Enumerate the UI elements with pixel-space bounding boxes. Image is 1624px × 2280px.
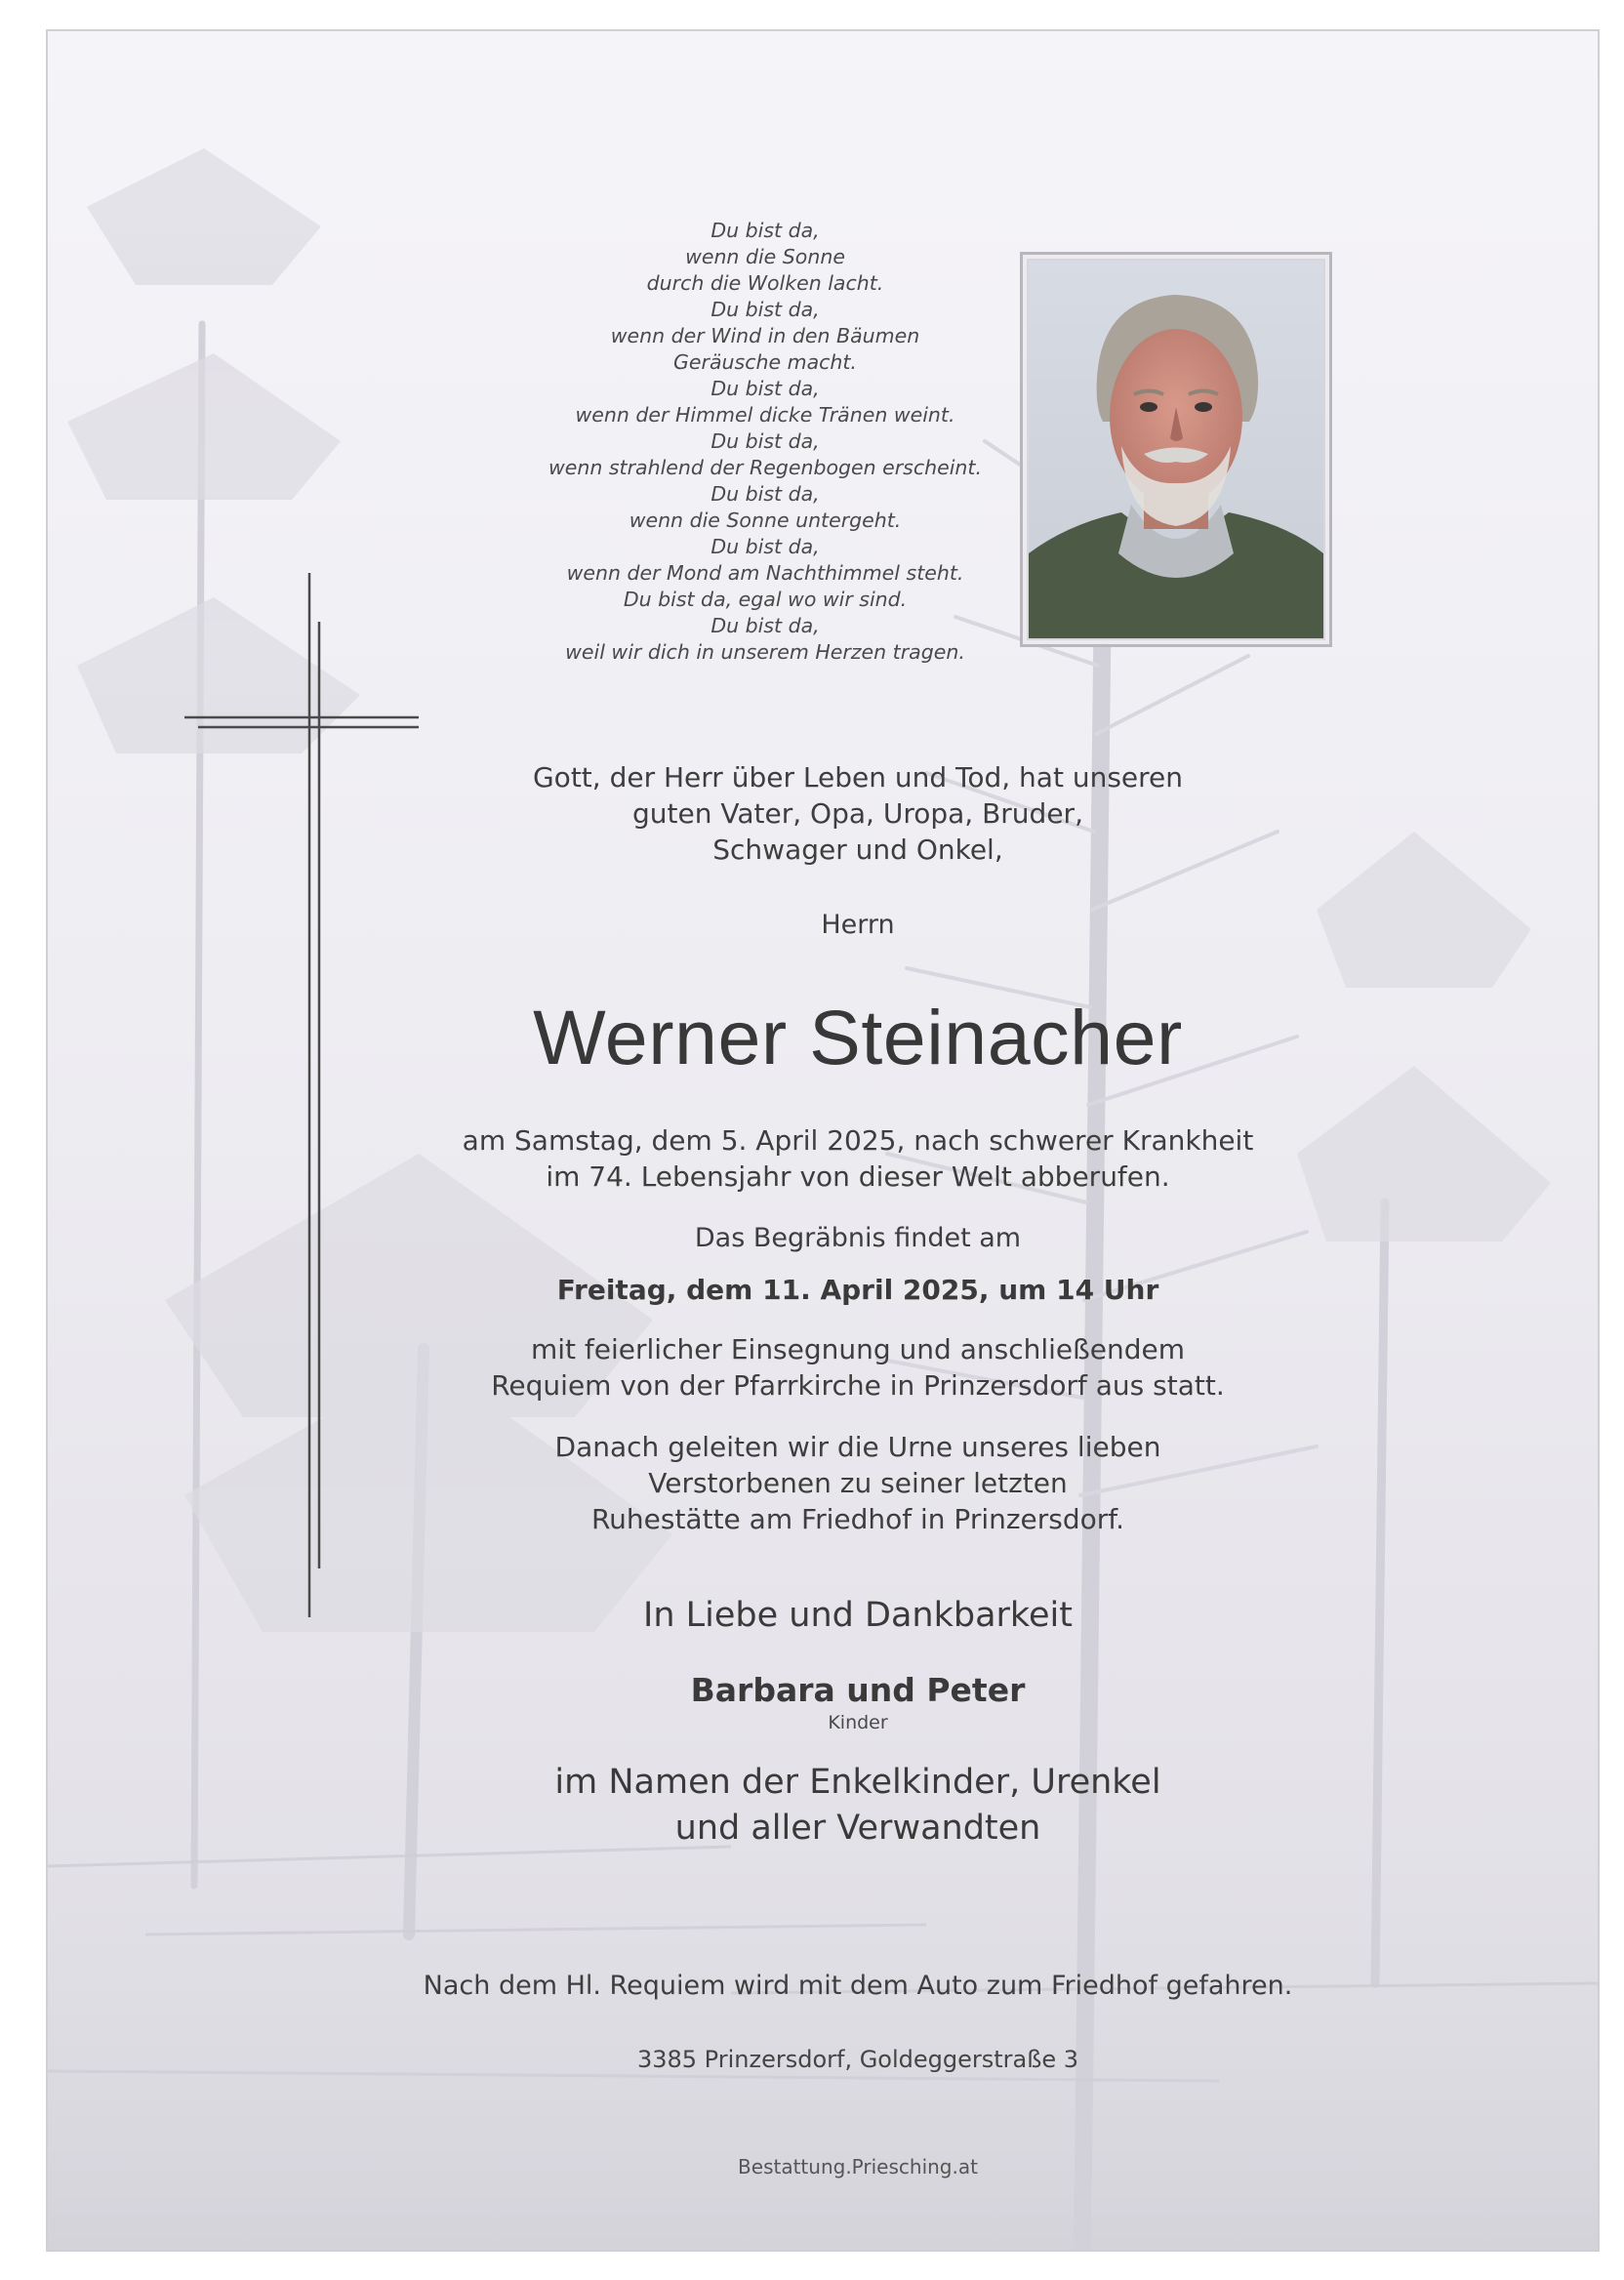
address: 3385 Prinzersdorf, Goldeggerstraße 3 — [636, 2046, 1079, 2073]
portrait-frame — [1020, 252, 1332, 647]
poem-line: Du bist da, — [710, 377, 820, 400]
relatives-line: im Namen der Enkelkinder, Urenkel — [554, 1763, 1161, 1802]
death-line: im 74. Lebensjahr von dieser Welt abberufen. — [546, 1160, 1170, 1193]
death-line: am Samstag, dem 5. April 2025, nach schwerer Krankheit — [462, 1124, 1254, 1157]
intro-line: Schwager und Onkel, — [712, 834, 1003, 866]
poem-line: Du bist da, egal wo wir sind. — [623, 588, 908, 611]
poem-line: Geräusche macht. — [673, 350, 857, 374]
closing-dedication: In Liebe und Dankbarkeit — [643, 1596, 1073, 1635]
poem-line: wenn der Mond am Nachthimmel steht. — [566, 561, 964, 585]
memorial-poem — [472, 218, 1058, 666]
funeral-date: Freitag, dem 11. April 2025, um 14 Uhr — [556, 1274, 1159, 1306]
portrait-photo — [1029, 261, 1323, 638]
service-details — [419, 1331, 1297, 1404]
relatives-line: und aller Verwandten — [674, 1809, 1041, 1848]
salutation: Herrn — [821, 910, 895, 940]
deceased-name: Werner Steinacher — [533, 994, 1183, 1080]
cross-icon — [184, 573, 419, 1627]
poem-line: wenn strahlend der Regenbogen erscheint. — [548, 456, 982, 479]
urn-line: Ruhestätte am Friedhof in Prinzersdorf. — [590, 1503, 1125, 1535]
urn-line: Danach geleiten wir die Urne unseres lieben — [554, 1431, 1161, 1463]
obituary-sheet — [46, 29, 1600, 2252]
poem-line: Du bist da, — [710, 219, 820, 242]
intro-line: guten Vater, Opa, Uropa, Bruder, — [632, 797, 1083, 830]
poem-line: Du bist da, — [710, 535, 820, 558]
urn-details — [419, 1429, 1297, 1537]
poem-line: wenn die Sonne — [685, 245, 845, 268]
children-role: Kinder — [828, 1712, 888, 1733]
urn-line: Verstorbenen zu seiner letzten — [648, 1467, 1068, 1499]
announcement-intro — [487, 759, 1229, 868]
service-line: mit feierlicher Einsegnung und anschließendem — [530, 1333, 1186, 1365]
children-names: Barbara und Peter — [690, 1671, 1026, 1709]
death-notice — [419, 1122, 1297, 1195]
poem-line: durch die Wolken lacht. — [646, 271, 884, 295]
poem-line: Du bist da, — [710, 614, 820, 637]
poem-line: wenn der Himmel dicke Tränen weint. — [575, 403, 955, 427]
relatives — [419, 1760, 1297, 1852]
service-line: Requiem von der Pfarrkirche in Prinzersdorf aus statt. — [491, 1369, 1225, 1402]
footer-website: Bestattung.Priesching.at — [738, 2155, 978, 2178]
travel-note: Nach dem Hl. Requiem wird mit dem Auto zum Friedhof gefahren. — [423, 1971, 1293, 2001]
poem-line: Du bist da, — [710, 298, 820, 321]
poem-line: weil wir dich in unserem Herzen tragen. — [565, 640, 965, 664]
poem-line: Du bist da, — [710, 482, 820, 506]
poem-line: wenn der Wind in den Bäumen — [610, 324, 920, 347]
poem-line: Du bist da, — [710, 429, 820, 453]
funeral-intro: Das Begräbnis findet am — [694, 1223, 1022, 1253]
intro-line: Gott, der Herr über Leben und Tod, hat unseren — [532, 761, 1184, 794]
poem-line: wenn die Sonne untergeht. — [629, 509, 902, 532]
